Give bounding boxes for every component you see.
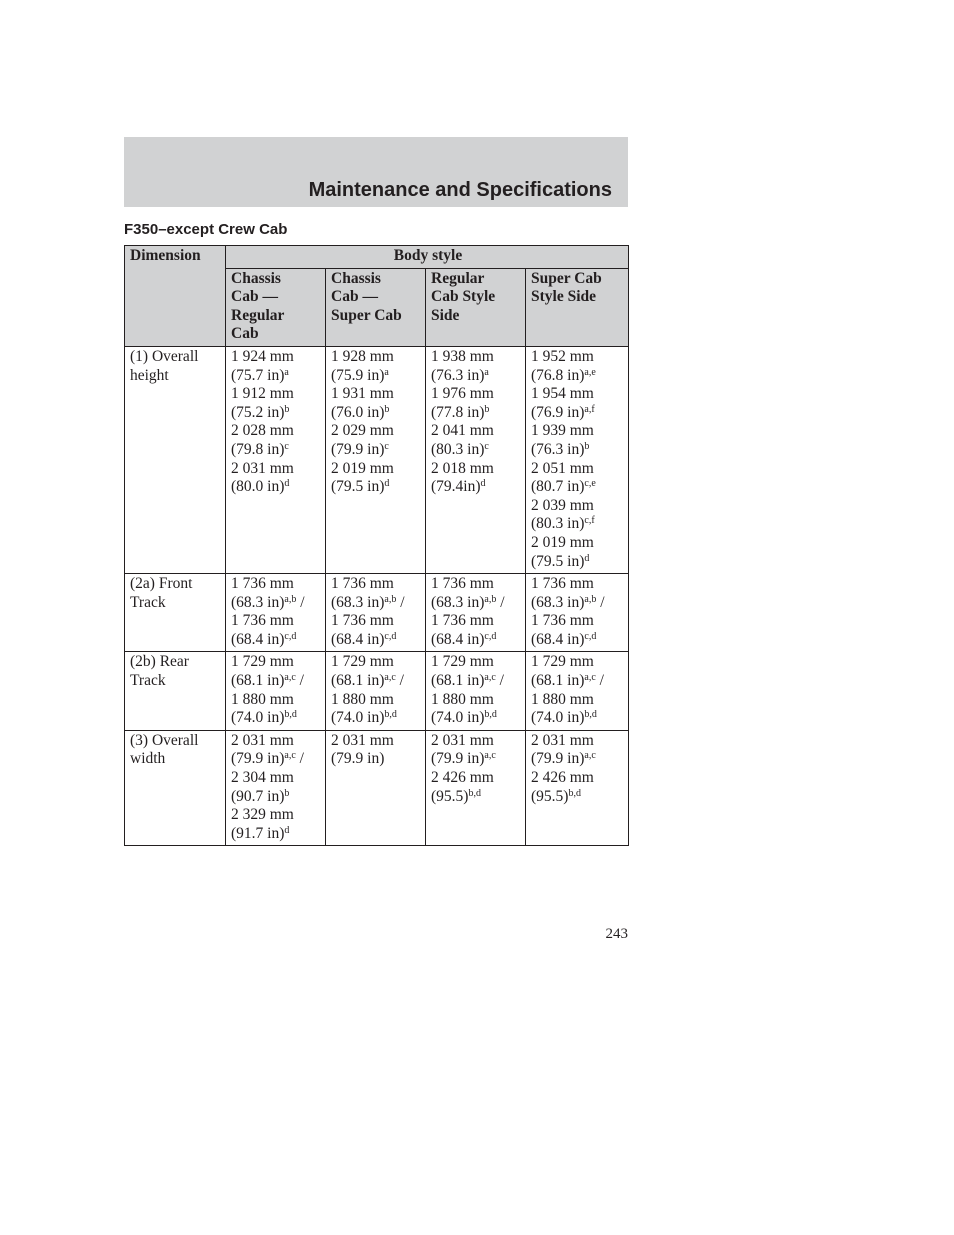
dimension-label-line: width <box>130 750 166 768</box>
value-text: (79.9 in) <box>531 750 585 768</box>
value-line <box>431 404 522 423</box>
value-text: 2 031 mm <box>431 731 494 749</box>
value-text: (77.8 in) <box>431 403 485 421</box>
page-number: 243 <box>605 926 628 942</box>
value-line <box>331 750 422 769</box>
value-text: 1 880 mm <box>331 690 394 708</box>
footnote-marker: d <box>284 478 290 490</box>
value-text: 2 031 mm <box>531 731 594 749</box>
header-band <box>124 137 628 207</box>
value-line <box>431 691 522 710</box>
value-text: 1 729 mm <box>231 653 294 671</box>
footnote-marker: b,d <box>568 787 581 799</box>
value-line <box>531 515 625 534</box>
value-cell <box>426 574 526 652</box>
value-cell <box>526 652 629 730</box>
value-text: (68.4 in) <box>231 630 285 648</box>
value-text: (80.0 in) <box>231 478 285 496</box>
value-cell <box>326 574 426 652</box>
value-text: (68.3 in) <box>331 593 385 611</box>
value-line <box>331 367 422 386</box>
value-cell <box>226 346 326 573</box>
value-text: (79.9 in) <box>231 750 285 768</box>
column-header-line: Regular <box>431 269 485 287</box>
value-line <box>431 348 522 367</box>
value-line <box>231 594 322 613</box>
value-text: 1 729 mm <box>331 653 394 671</box>
value-line <box>431 594 522 613</box>
value-text: 2 031 mm <box>231 731 294 749</box>
value-text: (68.1 in) <box>231 672 285 690</box>
table-row <box>125 730 629 846</box>
footnote-marker: b,d <box>284 709 297 721</box>
value-text: 2 019 mm <box>331 459 394 477</box>
footnote-marker: a,c <box>484 672 496 684</box>
value-line <box>531 732 625 751</box>
value-line <box>531 385 625 404</box>
value-line <box>331 612 422 631</box>
value-text: 1 729 mm <box>431 653 494 671</box>
value-line <box>531 460 625 479</box>
value-text: (79.4in) <box>431 478 481 496</box>
footnote-marker: b <box>484 403 490 415</box>
footnote-marker: a,e <box>584 366 596 378</box>
column-header-3 <box>426 268 526 346</box>
value-line <box>231 404 322 423</box>
value-separator: / <box>295 672 304 690</box>
value-text: 1 736 mm <box>431 612 494 630</box>
value-line <box>231 691 322 710</box>
value-text: (68.1 in) <box>531 672 585 690</box>
value-text: (95.5) <box>531 787 569 805</box>
value-line <box>531 631 625 650</box>
footnote-marker: a,c <box>284 672 296 684</box>
dimension-label <box>125 574 226 652</box>
value-text: (91.7 in) <box>231 824 285 842</box>
value-line <box>331 672 422 691</box>
value-line <box>531 788 625 807</box>
value-line <box>431 750 522 769</box>
footnote-marker: c,f <box>584 515 595 527</box>
value-cell <box>226 574 326 652</box>
value-text: 2 426 mm <box>531 769 594 787</box>
page-title: Maintenance and Specifications <box>308 179 612 201</box>
footnote-marker: b <box>584 440 590 452</box>
value-cell <box>326 730 426 846</box>
footnote-marker: b <box>384 403 390 415</box>
value-text: (95.5) <box>431 787 469 805</box>
value-text: (68.1 in) <box>331 672 385 690</box>
value-text: (74.0 in) <box>431 709 485 727</box>
value-cell <box>526 346 629 573</box>
footnote-marker: b,d <box>384 709 397 721</box>
value-line <box>431 478 522 497</box>
value-line <box>531 367 625 386</box>
value-line <box>531 709 625 728</box>
footnote-marker: a,c <box>284 750 296 762</box>
specifications-table <box>124 245 629 846</box>
dimension-label-line: (3) Overall <box>130 731 199 749</box>
dimension-label-line: (1) Overall <box>130 347 199 365</box>
value-text: 2 029 mm <box>331 422 394 440</box>
value-line <box>231 460 322 479</box>
value-text: 1 880 mm <box>231 690 294 708</box>
column-header-line: Super Cab <box>531 269 602 287</box>
value-line <box>231 672 322 691</box>
value-text: (68.3 in) <box>431 593 485 611</box>
footnote-marker: a <box>284 366 289 378</box>
value-line <box>331 404 422 423</box>
value-text: (74.0 in) <box>231 709 285 727</box>
value-line <box>531 553 625 572</box>
value-text: (68.3 in) <box>531 593 585 611</box>
value-line <box>431 422 522 441</box>
value-cell <box>326 652 426 730</box>
value-line <box>431 441 522 460</box>
dimension-header: Dimension <box>125 246 226 347</box>
footnote-marker: c,d <box>284 630 297 642</box>
footnote-marker: a,f <box>584 403 595 415</box>
value-text: (79.9 in) <box>431 750 485 768</box>
value-line <box>531 534 625 553</box>
value-line <box>231 631 322 650</box>
footnote-marker: b,d <box>468 787 481 799</box>
value-line <box>231 367 322 386</box>
value-line <box>331 709 422 728</box>
value-line <box>331 631 422 650</box>
dimension-label-line: Track <box>130 593 166 611</box>
value-line <box>431 612 522 631</box>
value-line <box>431 709 522 728</box>
value-separator: / <box>295 750 304 768</box>
value-line <box>231 348 322 367</box>
value-line <box>231 750 322 769</box>
value-line <box>331 594 422 613</box>
value-text: (90.7 in) <box>231 787 285 805</box>
footnote-marker: a,b <box>484 593 497 605</box>
value-line <box>431 575 522 594</box>
footnote-marker: d <box>284 824 290 836</box>
column-header-line: Cab — <box>331 288 378 306</box>
value-line <box>231 422 322 441</box>
value-separator: / <box>296 593 305 611</box>
value-text: 2 031 mm <box>231 459 294 477</box>
body-style-header: Body style <box>226 246 629 269</box>
value-line <box>231 732 322 751</box>
footnote-marker: a,c <box>584 672 596 684</box>
value-cell <box>226 652 326 730</box>
column-header-line: Side <box>431 306 460 324</box>
footnote-marker: c <box>284 440 289 452</box>
value-text: 1 928 mm <box>331 347 394 365</box>
value-text: 2 031 mm <box>331 731 394 749</box>
value-text: 1 736 mm <box>231 612 294 630</box>
value-text: (68.1 in) <box>431 672 485 690</box>
value-line <box>531 769 625 788</box>
value-line <box>531 612 625 631</box>
value-line <box>531 750 625 769</box>
dimension-label <box>125 652 226 730</box>
value-separator: / <box>496 593 505 611</box>
value-text: 1 729 mm <box>531 653 594 671</box>
value-line <box>531 404 625 423</box>
value-line <box>431 385 522 404</box>
value-text: 1 931 mm <box>331 385 394 403</box>
value-text: (76.8 in) <box>531 366 585 384</box>
value-text: (68.4 in) <box>531 630 585 648</box>
value-text: (74.0 in) <box>531 709 585 727</box>
value-line <box>231 788 322 807</box>
column-header-line: Cab <box>231 325 259 343</box>
value-separator: / <box>595 672 604 690</box>
value-text: 2 329 mm <box>231 806 294 824</box>
footnote-marker: a,b <box>584 593 597 605</box>
footnote-marker: b <box>284 787 290 799</box>
value-text: 2 041 mm <box>431 422 494 440</box>
value-line <box>531 478 625 497</box>
footnote-marker: c,d <box>584 630 597 642</box>
value-cell <box>326 346 426 573</box>
value-text: (75.9 in) <box>331 366 385 384</box>
value-line <box>331 732 422 751</box>
section-title: F350–except Crew Cab <box>124 221 288 238</box>
footnote-marker: a,c <box>584 750 596 762</box>
value-text: (75.2 in) <box>231 403 285 421</box>
footnote-marker: a,c <box>484 750 496 762</box>
column-header-1 <box>226 268 326 346</box>
dimension-label <box>125 346 226 573</box>
value-text: (79.5 in) <box>531 552 585 570</box>
value-text: 1 952 mm <box>531 347 594 365</box>
value-line <box>231 385 322 404</box>
value-text: 2 051 mm <box>531 459 594 477</box>
value-text: 1 736 mm <box>531 575 594 593</box>
value-line <box>231 769 322 788</box>
value-line <box>231 575 322 594</box>
value-line <box>331 385 422 404</box>
value-text: (68.3 in) <box>231 593 285 611</box>
value-text: (74.0 in) <box>331 709 385 727</box>
footnote-marker: a <box>384 366 389 378</box>
value-text: (79.5 in) <box>331 478 385 496</box>
footnote-marker: c,e <box>584 478 596 490</box>
dimension-label-line: (2a) Front <box>130 575 193 593</box>
footnote-marker: b <box>284 403 290 415</box>
value-line <box>431 769 522 788</box>
value-cell <box>226 730 326 846</box>
value-text: (79.9 in) <box>331 750 385 768</box>
value-text: (75.7 in) <box>231 366 285 384</box>
footnote-marker: d <box>584 552 590 564</box>
value-line <box>331 348 422 367</box>
value-text: (76.3 in) <box>531 440 585 458</box>
value-text: 1 912 mm <box>231 385 294 403</box>
value-line <box>431 788 522 807</box>
value-text: 1 924 mm <box>231 347 294 365</box>
footnote-marker: c <box>384 440 389 452</box>
value-line <box>231 612 322 631</box>
value-line <box>231 825 322 844</box>
value-text: 1 880 mm <box>431 690 494 708</box>
value-text: 1 976 mm <box>431 385 494 403</box>
value-line <box>431 653 522 672</box>
value-line <box>531 497 625 516</box>
value-line <box>531 441 625 460</box>
table-body <box>125 346 629 845</box>
value-line <box>531 348 625 367</box>
value-text: (79.8 in) <box>231 440 285 458</box>
value-line <box>531 422 625 441</box>
column-header-line: Super Cab <box>331 306 402 324</box>
dimension-label <box>125 730 226 846</box>
dimension-label-line: Track <box>130 672 166 690</box>
dimension-label-line: (2b) Rear <box>130 653 189 671</box>
column-header-line: Style Side <box>531 288 597 306</box>
value-line <box>431 631 522 650</box>
value-line <box>431 460 522 479</box>
value-text: 2 019 mm <box>531 533 594 551</box>
footnote-marker: d <box>480 478 486 490</box>
value-line <box>431 732 522 751</box>
value-text: 1 938 mm <box>431 347 494 365</box>
value-cell <box>526 574 629 652</box>
footnote-marker: c <box>484 440 489 452</box>
value-line <box>331 653 422 672</box>
value-text: 1 939 mm <box>531 422 594 440</box>
column-header-line: Cab Style <box>431 288 496 306</box>
value-line <box>331 575 422 594</box>
value-line <box>531 653 625 672</box>
value-separator: / <box>396 593 405 611</box>
value-text: 1 880 mm <box>531 690 594 708</box>
value-text: 2 039 mm <box>531 496 594 514</box>
value-text: (68.4 in) <box>431 630 485 648</box>
value-cell <box>526 730 629 846</box>
table-header <box>125 246 629 347</box>
footnote-marker: d <box>384 478 390 490</box>
footnote-marker: b,d <box>584 709 597 721</box>
value-line <box>431 367 522 386</box>
value-text: 1 736 mm <box>331 575 394 593</box>
value-line <box>231 653 322 672</box>
value-text: 2 028 mm <box>231 422 294 440</box>
value-text: 2 304 mm <box>231 769 294 787</box>
value-text: 2 018 mm <box>431 459 494 477</box>
footnote-marker: a,b <box>284 593 297 605</box>
value-text: (76.9 in) <box>531 403 585 421</box>
dimension-label-line: height <box>130 366 169 384</box>
value-line <box>331 691 422 710</box>
value-line <box>231 478 322 497</box>
column-header-line: Cab — <box>231 288 278 306</box>
column-header-line: Chassis <box>231 269 281 287</box>
column-header-4 <box>526 268 629 346</box>
header-row-1 <box>125 246 629 269</box>
value-line <box>231 441 322 460</box>
column-header-line: Regular <box>231 306 285 324</box>
column-header-2 <box>326 268 426 346</box>
footnote-marker: c,d <box>384 630 397 642</box>
value-text: (68.4 in) <box>331 630 385 648</box>
value-text: 2 426 mm <box>431 769 494 787</box>
value-line <box>331 478 422 497</box>
value-text: (80.3 in) <box>531 515 585 533</box>
footnote-marker: a,b <box>384 593 397 605</box>
value-separator: / <box>395 672 404 690</box>
footnote-marker: a <box>484 366 489 378</box>
value-line <box>231 806 322 825</box>
value-text: (80.7 in) <box>531 478 585 496</box>
column-header-line: Chassis <box>331 269 381 287</box>
value-text: 1 736 mm <box>531 612 594 630</box>
value-text: 1 736 mm <box>331 612 394 630</box>
value-line <box>531 594 625 613</box>
value-line <box>331 441 422 460</box>
value-line <box>431 672 522 691</box>
value-text: (80.3 in) <box>431 440 485 458</box>
value-line <box>331 422 422 441</box>
footnote-marker: b,d <box>484 709 497 721</box>
value-text: 1 954 mm <box>531 385 594 403</box>
value-cell <box>426 652 526 730</box>
footnote-marker: c,d <box>484 630 497 642</box>
table-row <box>125 574 629 652</box>
value-separator: / <box>596 593 605 611</box>
table-row <box>125 652 629 730</box>
value-text: (76.0 in) <box>331 403 385 421</box>
table-row <box>125 346 629 573</box>
value-text: (76.3 in) <box>431 366 485 384</box>
value-text: (79.9 in) <box>331 440 385 458</box>
footnote-marker: a,c <box>384 672 396 684</box>
value-line <box>531 672 625 691</box>
value-text: 1 736 mm <box>431 575 494 593</box>
value-line <box>531 691 625 710</box>
value-line <box>231 709 322 728</box>
value-line <box>331 460 422 479</box>
value-separator: / <box>495 672 504 690</box>
value-cell <box>426 346 526 573</box>
value-text: 1 736 mm <box>231 575 294 593</box>
value-line <box>531 575 625 594</box>
value-cell <box>426 730 526 846</box>
